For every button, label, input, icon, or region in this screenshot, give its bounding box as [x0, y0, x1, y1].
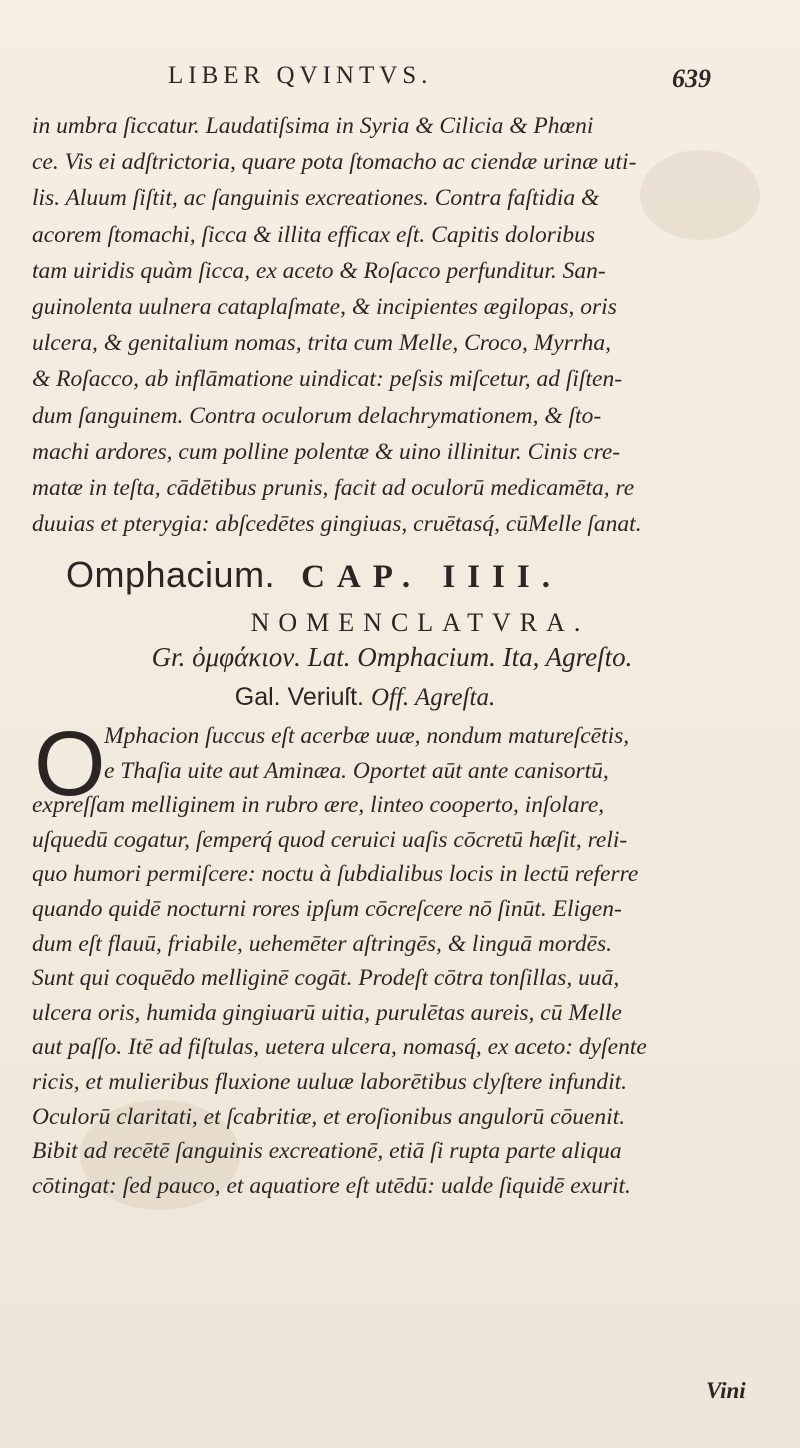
text-line: in umbra ſiccatur. Laudatiſsima in Syria & Cilicia & Phœni: [32, 113, 594, 139]
text-line: Mphacion ſuccus eſt acerbæ uuæ, nondum matureſcētis,: [104, 723, 630, 749]
text-line: cōtingat: ſed pauco, et aquatiore eſt utēdū: ualde ſiquidē exurit.: [32, 1173, 631, 1199]
text-line: Oculorū claritati, et ſcabritiæ, et eroſionibus angulorū cōuenit.: [32, 1104, 626, 1130]
text-line: expreſſam melliginem in rubro ære, linteo cooperto, inſolare,: [32, 792, 605, 818]
text-line: machi ardores, cum polline polentæ & uino illinitur. Cinis cre-: [32, 439, 621, 465]
nomenclatura-heading: NOMENCLATVRA.: [250, 608, 590, 637]
running-head-title: LIBER QVINTVS.: [168, 62, 433, 89]
text-line: e Thaſia uite aut Aminæa. Oportet aūt ante canisortū,: [104, 758, 609, 784]
text-line: duuias et pterygia: abſcedētes gingiuas, cruētasq́, cūMelle ſanat.: [32, 511, 642, 537]
chapter-name: Omphacium.: [66, 554, 276, 595]
text-line: aut paſſo. Itē ad fiſtulas, uetera ulcera, nomasq́, ex aceto: dyſente: [32, 1034, 647, 1060]
chapter-title: [66, 554, 562, 596]
nomenclatura-gallic-off: [0, 683, 765, 712]
text-line: Bibit ad recētē ſanguinis excreationē, etiā ſi rupta parte aliqua: [32, 1138, 622, 1164]
text-line: & Roſacco, ab inflāmatione uindicat: peſsis miſcetur, ad ſiſten-: [32, 366, 623, 392]
paper-stain: [640, 150, 760, 240]
nomenclatura-off: Off. Agreſta.: [370, 684, 496, 711]
chapter-number: CAP. IIII.: [301, 559, 562, 595]
text-line: lis. Aluum ſiſtit, ac ſanguinis excreationes. Contra faſtidia &: [32, 185, 600, 211]
drop-cap: O: [34, 713, 106, 815]
text-line: dum eſt flauū, friabile, uehemēter aſtringēs, & linguā mordēs.: [32, 931, 613, 957]
page-number: 639: [672, 64, 711, 93]
running-head: [0, 62, 800, 102]
text-line: uſquedū cogatur, ſemperq́ quod ceruici uaſis cōcretū hæſit, reli-: [32, 827, 628, 853]
text-line: ulcera, & genitalium nomas, trita cum Melle, Croco, Myrrha,: [32, 330, 611, 356]
text-line: acorem ſtomachi, ſicca & illita efficax eſt. Capitis doloribus: [32, 222, 596, 248]
text-line: ricis, et mulieribus fluxione uuluæ laborētibus clyſtere infundit.: [32, 1069, 628, 1095]
text-line: quo humori permiſcere: noctu à ſubdialibus locis in lectū referre: [32, 861, 639, 887]
text-line: matæ in teſta, cādētibus prunis, facit ad oculorū medicamēta, re: [32, 475, 635, 501]
nomenclatura-gallic: Gal. Veriuſt.: [234, 683, 364, 711]
nomenclatura-greek-latin: Gr. ὀμφάκιον. Lat. Omphacium. Ita, Agreſto.: [151, 642, 633, 672]
text-line: quando quidē nocturni rores ipſum cōcreſcere nō ſinūt. Eligen-: [32, 896, 622, 922]
text-line: dum ſanguinem. Contra oculorum delachrymationem, & ſto-: [32, 403, 602, 429]
text-line: Sunt qui coquēdo melliginē cogāt. Prodeſt cōtra tonſillas, uuā,: [32, 965, 620, 991]
text-line: tam uiridis quàm ſicca, ex aceto & Roſacco perfunditur. San-: [32, 258, 606, 284]
text-line: ce. Vis ei adſtrictoria, quare pota ſtomacho ac ciendæ urinæ uti-: [32, 149, 637, 175]
text-line: guinolenta uulnera cataplaſmate, & incipientes ægilopas, oris: [32, 294, 617, 320]
text-line: ulcera oris, humida gingiuarū uitia, purulētas aureis, cū Melle: [32, 1000, 622, 1026]
catchword: Vini: [706, 1378, 746, 1403]
